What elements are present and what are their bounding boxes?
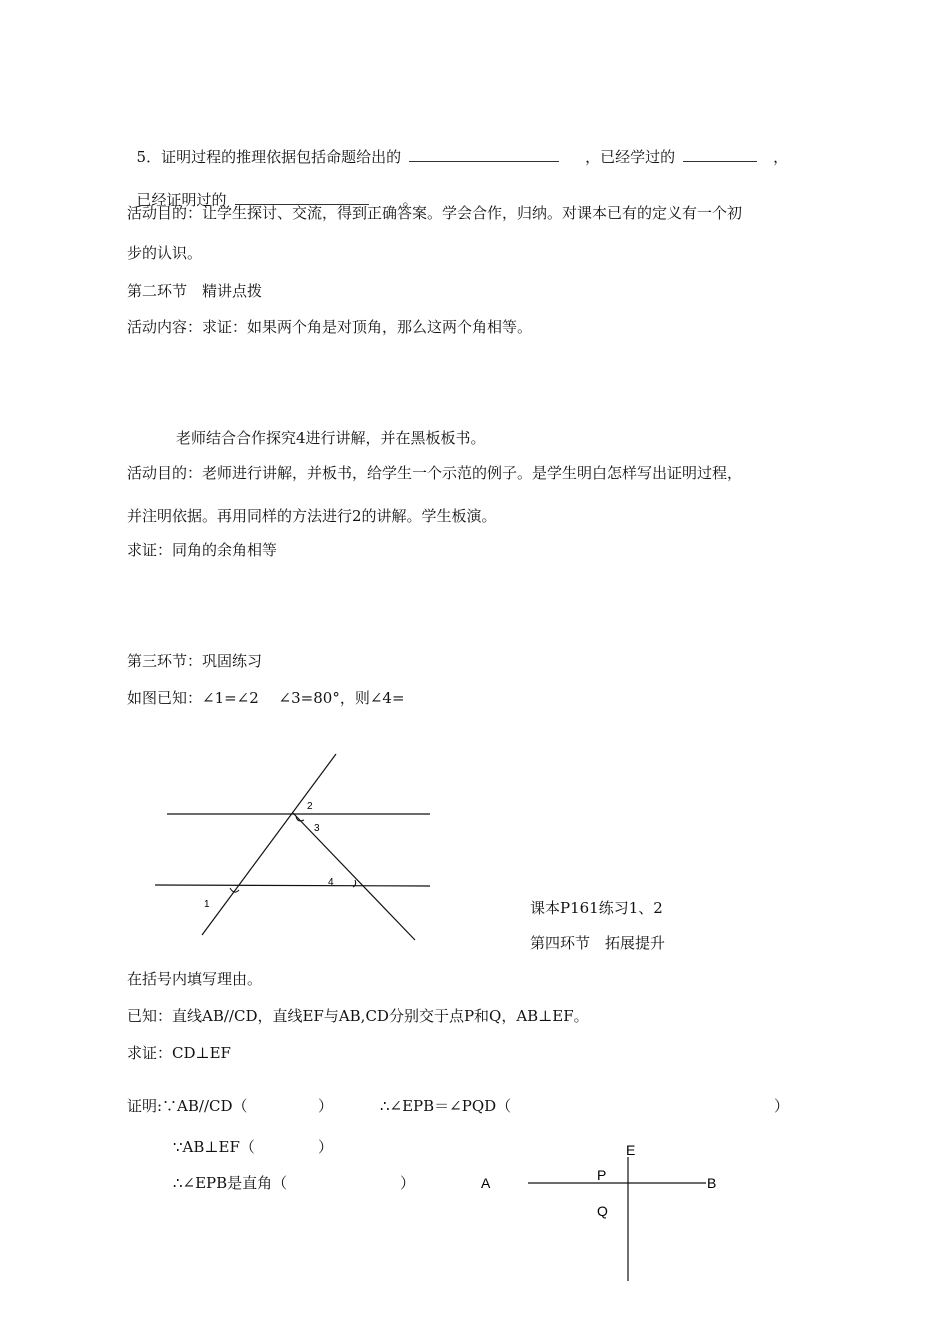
figure-perpendicular: [470, 1135, 730, 1285]
q5-line1: [127, 127, 788, 167]
given-statement: 已知：直线AB//CD，直线EF与AB,CD分别交于点P和Q，AB⊥EF。: [127, 1007, 589, 1025]
proof-line3-b: ）: [400, 1174, 416, 1192]
proof-line1-c: ∴∠EPB＝∠PQD（: [380, 1097, 512, 1115]
transversal-right: [293, 813, 415, 940]
teacher-note: 老师结合合作探究4进行讲解，并在黑板板书。: [176, 429, 486, 447]
angle-label-2: 2: [307, 801, 313, 812]
proof-line3-a: ∴∠EPB是直角（: [173, 1174, 288, 1192]
angle-label-1: 1: [204, 899, 210, 910]
q5-blank-given[interactable]: [409, 147, 559, 162]
proof-line1-d: ）: [774, 1097, 790, 1115]
lower-parallel-line: [155, 885, 430, 886]
q5-mid: ，已经学过的: [585, 148, 676, 166]
label-e: E: [626, 1142, 636, 1158]
proof-line1-a: 证明:∵AB//CD（: [127, 1097, 248, 1115]
activity-goal-1-line1: 活动目的：让学生探讨、交流，得到正确答案。学会合作，归纳。对课本已有的定义有一个初: [127, 204, 743, 222]
q5-blank-learned[interactable]: [683, 147, 757, 162]
label-a: A: [481, 1175, 491, 1191]
q5-line2-end: 。: [402, 191, 418, 209]
prove-cd-ef: 求证：CD⊥EF: [127, 1044, 231, 1062]
label-q: Q: [597, 1203, 608, 1219]
angle-label-4: 4: [328, 877, 334, 888]
fill-reasons-instruction: 在括号内填写理由。: [127, 970, 263, 988]
transversal-left: [202, 754, 336, 935]
label-p: P: [597, 1167, 607, 1183]
figure-parallel-lines: [150, 750, 450, 950]
section4-title: 第四环节 拓展提升: [530, 934, 666, 952]
angle-label-3: 3: [314, 823, 320, 834]
prove-complement: 求证：同角的余角相等: [127, 541, 278, 559]
label-b: B: [707, 1175, 717, 1191]
section2-content: 活动内容：求证：如果两个角是对顶角，那么这两个角相等。: [127, 318, 533, 336]
section3-problem: 如图已知：∠1=∠2 ∠3=80°，则∠4=: [127, 689, 405, 707]
proof-line2-a: ∵AB⊥EF（: [173, 1138, 255, 1156]
proof-line1-b: ）: [318, 1097, 334, 1115]
q5-line2-prefix: 已经证明过的: [136, 191, 227, 209]
proof-line2-b: ）: [318, 1138, 334, 1156]
section2-title: 第二环节 精讲点拨: [127, 282, 263, 300]
activity-goal-2-line2: 并注明依据。再用同样的方法进行2的讲解。学生板演。: [127, 507, 497, 525]
q5-prefix: 5．证明过程的推理依据包括命题给出的: [136, 148, 402, 166]
activity-goal-1-line2: 步的认识。: [127, 244, 203, 262]
q5-end: ，: [773, 148, 789, 166]
section3-title: 第三环节：巩固练习: [127, 652, 263, 670]
activity-goal-2-line1: 活动目的：老师进行讲解，并板书，给学生一个示范的例子。是学生明白怎样写出证明过程，: [127, 464, 743, 482]
textbook-ref: 课本P161练习1、2: [530, 899, 663, 917]
